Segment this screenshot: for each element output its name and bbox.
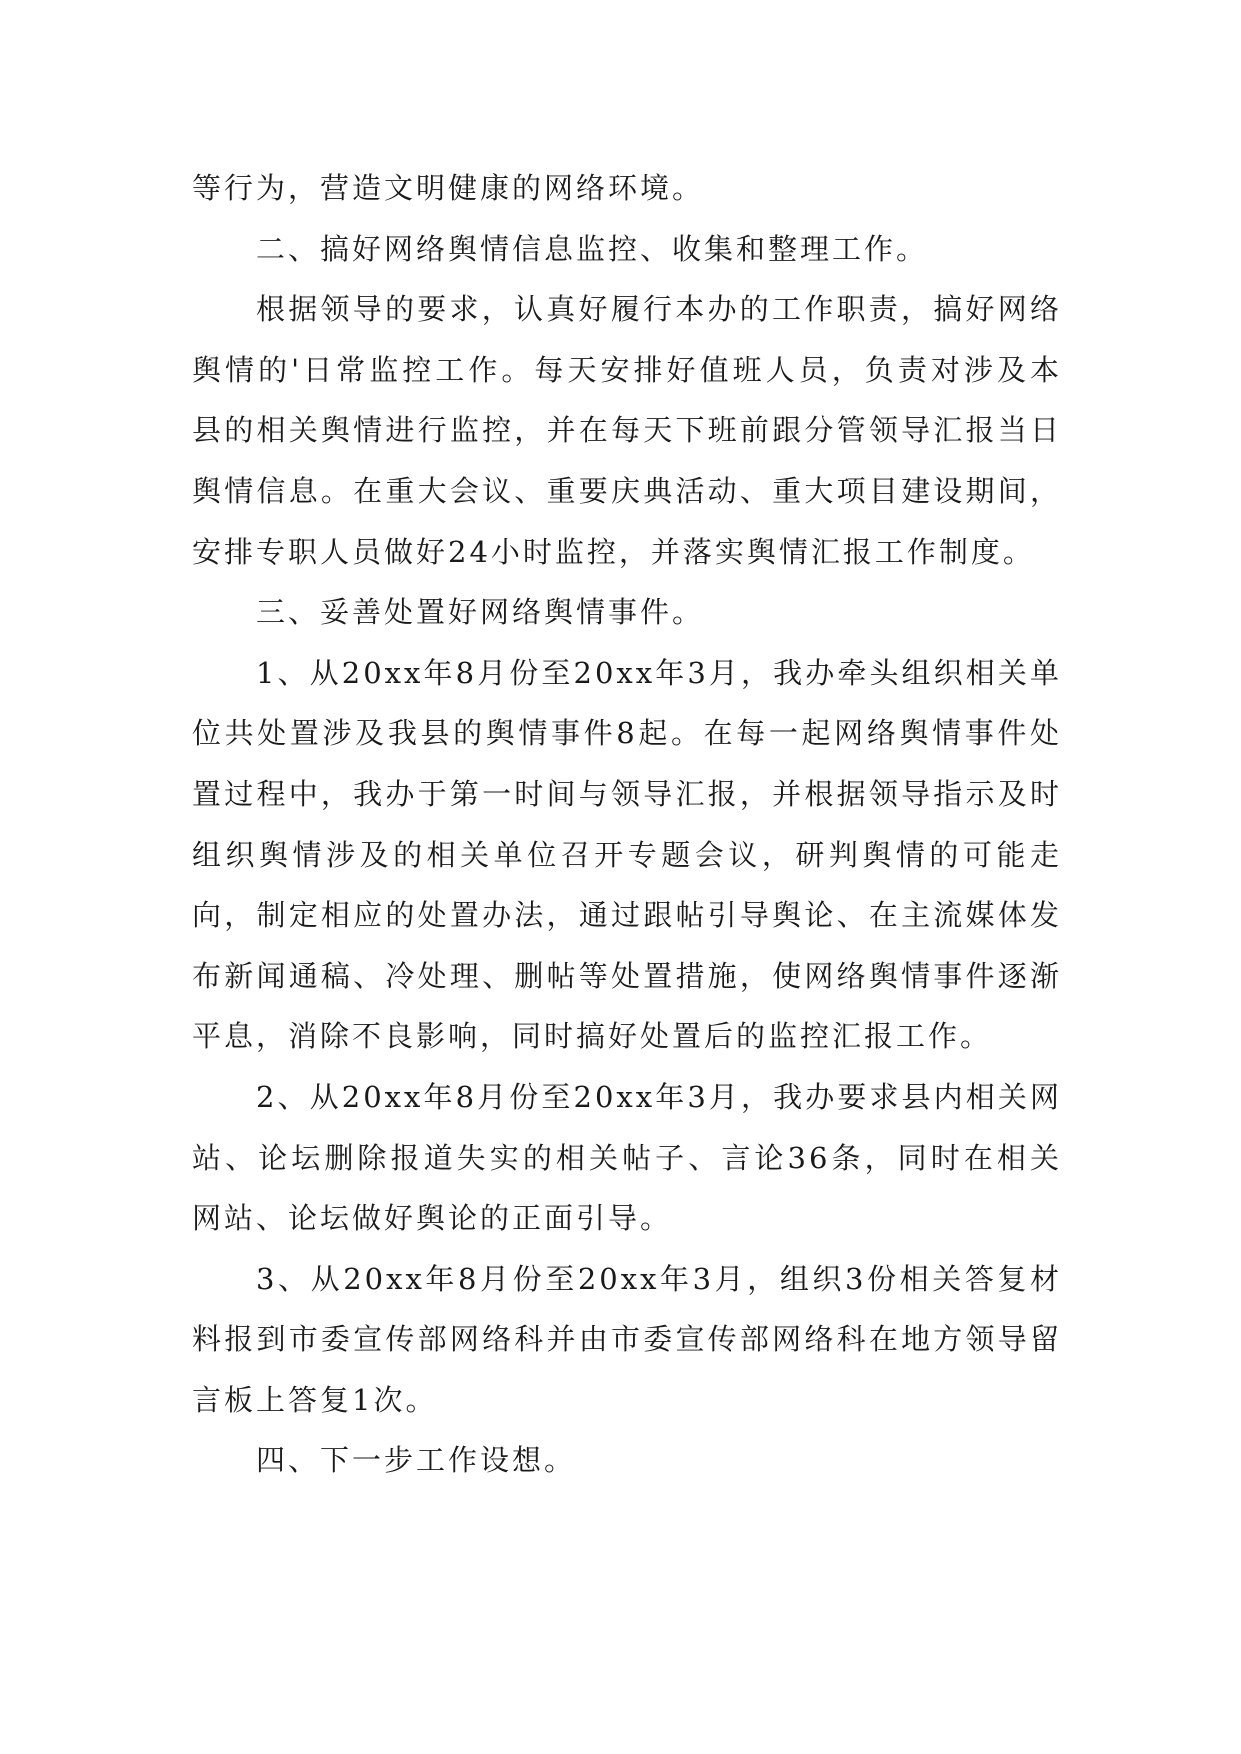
section-heading-4: 四、下一步工作设想。 [256, 1443, 577, 1478]
paragraph-item-2: 2、从20xx年8月份至20xx年3月，我办要求县内相关网站、论坛删除报道失实的相关帖子、言论36条，同时在相关网站、论坛做好舆论的正面引导。 [192, 1079, 1062, 1236]
paragraph-continuation: 等行为，营造文明健康的网络环境。 [192, 171, 705, 205]
paragraph-monitoring: 根据领导的要求，认真好履行本办的工作职责，搞好网络舆情的'日常监控工作。每天安排好值班人员，负责对涉及本县的相关舆情进行监控，并在每天下班前跟分管领导汇报当日舆情信息。在重大会议、重要庆典活动、重大项目建设期间，安排专职人员做好24小时监控，并落实舆情汇报工作制度。 [192, 292, 1062, 569]
section-heading-2: 二、搞好网络舆情信息监控、收集和整理工作。 [256, 231, 929, 266]
section-heading-3: 三、妥善处置好网络舆情事件。 [256, 595, 705, 630]
document-body [192, 158, 1062, 1491]
paragraph-item-1: 1、从20xx年8月份至20xx年3月，我办牵头组织相关单位共处置涉及我县的舆情事件8起。在每一起网络舆情事件处置过程中，我办于第一时间与领导汇报，并根据领导指示及时组织舆情涉及的相关单位召开专题会议，研判舆情的可能走向，制定相应的处置办法，通过跟帖引导舆论、在主流媒体发布新闻通稿、冷处理、删帖等处置措施，使网络舆情事件逐渐平息，消除不良影响，同时搞好处置后的监控汇报工作。 [192, 655, 1062, 1054]
paragraph-item-3: 3、从20xx年8月份至20xx年3月，组织3份相关答复材料报到市委宣传部网络科并由市委宣传部网络科在地方领导留言板上答复1次。 [192, 1261, 1062, 1417]
